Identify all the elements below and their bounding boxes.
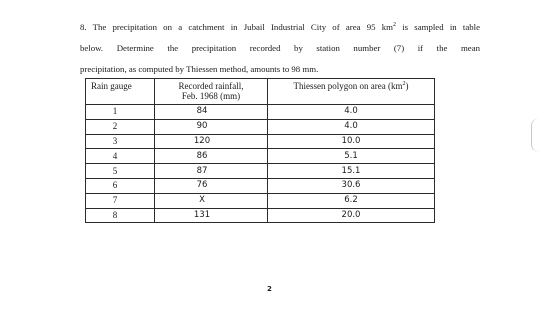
table-row [86, 149, 435, 164]
cell-rainfall: 76 [155, 178, 268, 193]
question-line-1-end: is sampled in table [395, 22, 480, 32]
table-row [86, 178, 435, 193]
cell-rainfall: 120 [155, 134, 268, 149]
cell-area: 10.0 [268, 134, 435, 149]
cell-area: 6.2 [268, 193, 435, 208]
table-row [86, 208, 435, 223]
question-line-2: below. Determine the precipitation recorded by station number (7) if the mean [80, 43, 480, 53]
cell-gauge: 3 [86, 134, 155, 149]
cell-area: 4.0 [268, 105, 435, 120]
question-line-3: precipitation, as computed by Thiessen method, amounts to 98 mm. [80, 64, 319, 74]
cell-gauge: 5 [86, 164, 155, 179]
table-row [86, 193, 435, 208]
cell-rainfall: 131 [155, 208, 268, 223]
cell-gauge: 7 [86, 193, 155, 208]
cell-rainfall: X [155, 193, 268, 208]
table-row [86, 119, 435, 134]
cell-gauge: 2 [86, 119, 155, 134]
question-line-1 [80, 17, 480, 38]
table-body [86, 105, 435, 223]
question-number: 8. [80, 22, 87, 32]
cell-area: 20.0 [268, 208, 435, 223]
cell-gauge: 4 [86, 149, 155, 164]
cell-area: 5.1 [268, 149, 435, 164]
header-rainfall-line-1: Recorded rainfall, [178, 81, 244, 91]
header-recorded-rainfall [155, 79, 268, 105]
cell-rainfall: 84 [155, 105, 268, 120]
cell-rainfall: 90 [155, 119, 268, 134]
rainfall-table [85, 78, 435, 223]
page-edge-curl [531, 118, 540, 152]
cell-rainfall: 87 [155, 164, 268, 179]
question-text [80, 17, 480, 80]
cell-area: 15.1 [268, 164, 435, 179]
header-thiessen-area [268, 79, 435, 105]
question-line-1-text: The precipitation on a catchment in Jubail Industrial City of area 95 km [92, 22, 393, 32]
table-header-row [86, 79, 435, 105]
header-area-end: ) [405, 81, 409, 91]
cell-gauge: 8 [86, 208, 155, 223]
header-rain-gauge: Rain gauge [86, 79, 155, 105]
header-area-text: Thiessen polygon on area (km [293, 81, 403, 91]
cell-gauge: 1 [86, 105, 155, 120]
cell-rainfall: 86 [155, 149, 268, 164]
table-row [86, 164, 435, 179]
cell-area: 30.6 [268, 178, 435, 193]
table-row [86, 105, 435, 120]
cell-gauge: 6 [86, 178, 155, 193]
table-row [86, 134, 435, 149]
superscript: 2 [402, 81, 406, 87]
cell-area: 4.0 [268, 119, 435, 134]
superscript: 2 [392, 22, 396, 29]
header-rainfall-line-2: Feb. 1968 (mm) [181, 91, 241, 101]
page-number: 2 [267, 285, 272, 293]
